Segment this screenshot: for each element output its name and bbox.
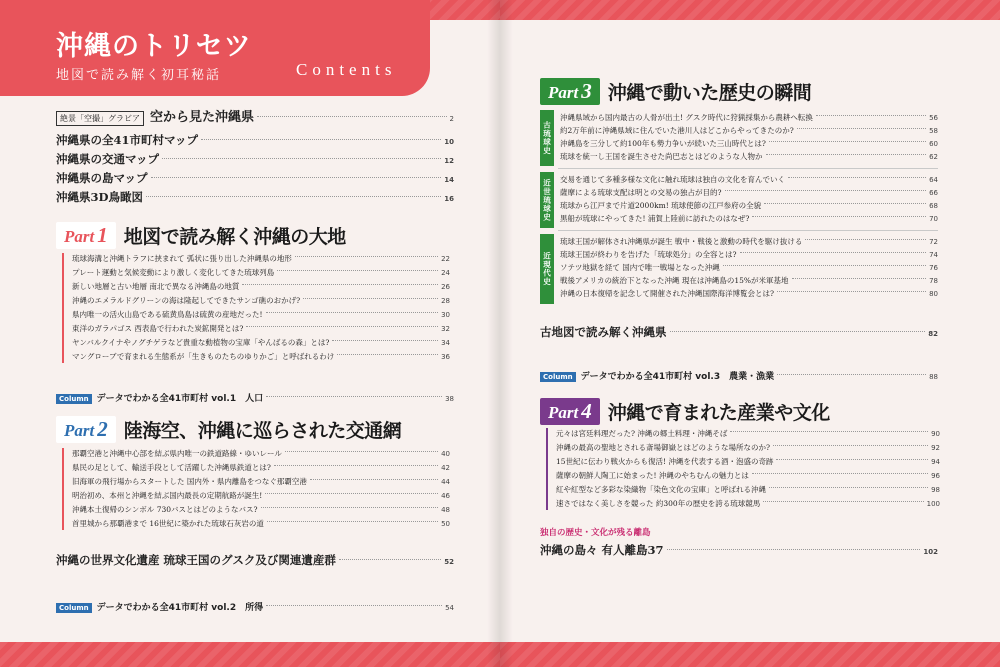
toc-item[interactable]: 琉球海溝と沖縄トラフに挟まれて 弧状に張り出した沖縄県の地形 22: [72, 254, 450, 263]
toc-item[interactable]: 明治初め、本州と沖縄を結ぶ国内最長の定期航路が誕生! 46: [72, 491, 450, 500]
right-page: [500, 0, 1000, 667]
islands-tag: 独自の歴史・文化が残る離島: [540, 528, 651, 538]
toc-item[interactable]: 沖縄県域から国内最古の人骨が出土! グスク時代に狩猟採集から農耕へ転換 56: [560, 113, 938, 122]
toc-item[interactable]: 琉球を統一し王国を誕生させた尚巴志とはどのような人物か 62: [560, 152, 938, 161]
toc-item[interactable]: 沖縄の最高の聖地とされる斎場御嶽とはどのような場所なのか? 92: [556, 443, 940, 452]
part2-badge: Part 2: [56, 416, 116, 443]
toc-item[interactable]: 交易を通じて多種多様な文化に触れ琉球は独自の文化を育んでいく 64: [560, 175, 938, 184]
book-title: 沖縄のトリセツ: [56, 31, 252, 62]
toc-item[interactable]: 県民の足として、輸送手段として活躍した沖縄県鉄道とは? 42: [72, 463, 450, 472]
toc-item[interactable]: 琉球王国が解体され沖縄県が誕生 戦中・戦後と激動の時代を駆け抜ける 72: [560, 237, 938, 246]
part4-badge: Part 4: [540, 398, 600, 425]
toc-item[interactable]: 沖縄のエメラルドグリーンの海は隆起してできたサンゴ礁のおかげ? 28: [72, 296, 450, 305]
part2-title: 陸海空、沖縄に巡らされた交通網: [123, 420, 402, 442]
toc-item[interactable]: 沖縄島を三分して約100年も勢力争いが続いた三山時代とは? 60: [560, 139, 938, 148]
toc-item[interactable]: ヤンバルクイナやノグチゲラなど貴重な動植物の宝庫「やんばるの森」とは? 34: [72, 338, 450, 347]
toc-column-2[interactable]: Column データでわかる全41市町村 vol.2 所得 54: [56, 595, 454, 614]
part1-title: 地図で読み解く沖縄の大地: [123, 226, 346, 248]
part3-title: 沖縄で動いた歴史の瞬間: [607, 82, 812, 104]
toc-heritage[interactable]: 沖縄の世界文化遺産 琉球王国のグスク及び関連遺産群 52: [56, 553, 454, 567]
toc-gravure[interactable]: [56, 106, 454, 126]
part4-list: [546, 428, 946, 510]
column-badge: Column: [540, 372, 576, 382]
toc-item[interactable]: マングローブで育まれる生態系が「生きものたちのゆりかご」と呼ばれるわけ 36: [72, 352, 450, 361]
top-band: [500, 0, 1000, 20]
toc-item[interactable]: 紅や紅型など多彩な染織物「染色文化の宝庫」と呼ばれる沖縄 98: [556, 485, 940, 494]
toc-item[interactable]: 東洋のガラパゴス 西表島で行われた炭鉱開発とは? 32: [72, 324, 450, 333]
book-subtitle: 地図で読み解く初耳秘話: [56, 68, 222, 83]
column-badge: Column: [56, 394, 92, 404]
divider: [558, 168, 938, 169]
toc-item[interactable]: 戦後アメリカの統治下となった沖縄 現在は沖縄島の15%が米軍基地 78: [560, 276, 938, 285]
toc-item[interactable]: 速さではなく美しさを競った 約300年の歴史を誇る琉球競馬 100: [556, 499, 940, 508]
gravure-title: 空から見た沖縄県: [150, 110, 255, 125]
divider: [558, 230, 938, 231]
toc-item[interactable]: 県内唯一の活火山島である硫黄鳥島は硫黄の産地だった! 30: [72, 310, 450, 319]
gravure-tag: 絶景「空撮」グラビア: [56, 111, 144, 126]
toc-item[interactable]: 琉球から江戸まで片道2000km! 琉球使節の江戸参府の全貌 68: [560, 201, 938, 210]
bottom-band: [0, 642, 500, 667]
toc-item[interactable]: 沖縄本土復帰のシンボル 730バスとはどのようなバス? 48: [72, 505, 450, 514]
toc-item[interactable]: 元々は宮廷料理だった? 沖縄の郷土料理・沖縄そば 90: [556, 429, 940, 438]
toc-item[interactable]: ソテツ地獄を経て 国内で唯一戦場となった沖縄 76: [560, 263, 938, 272]
toc-item[interactable]: 約2万年前に沖縄県域に住んでいた港川人はどこからやってきたのか? 58: [560, 126, 938, 135]
header-block: [0, 0, 430, 96]
toc-islands[interactable]: 沖縄の島々 有人離島37 102: [540, 543, 938, 557]
toc-item[interactable]: 沖縄県の交通マップ 12: [56, 152, 454, 166]
toc-item[interactable]: 黒船が琉球にやってきた! 浦賀上陸前に訪れたのはなぜ? 70: [560, 214, 938, 223]
bottom-band: [500, 642, 1000, 667]
toc-column-3[interactable]: Column データでわかる全41市町村 vol.3 農業・漁業 88: [540, 364, 938, 383]
toc-column-1[interactable]: Column データでわかる全41市町村 vol.1 人口 38: [56, 386, 454, 405]
part3-badge: Part 3: [540, 78, 600, 105]
toc-item[interactable]: 旧海軍の飛行場からスタートした 国内外・県内離島をつなぐ那覇空港 44: [72, 477, 450, 486]
part4-heading[interactable]: [540, 398, 830, 425]
contents-heading: Contents: [296, 60, 397, 79]
part1-heading[interactable]: [56, 222, 346, 249]
toc-item[interactable]: 薩摩の朝鮮人陶工に始まった! 沖縄のやちむんの魅力とは 96: [556, 471, 940, 480]
era-label: 近世琉球史: [540, 172, 554, 228]
toc-item[interactable]: 15世紀に伝わり戦火からも復活! 沖縄を代表する酒・泡盛の奇跡 94: [556, 457, 940, 466]
toc-item[interactable]: プレート運動と気候変動により激しく変化してきた琉球列島 24: [72, 268, 450, 277]
toc-item[interactable]: 新しい地層と古い地層 南北で異なる沖縄島の地質 26: [72, 282, 450, 291]
part1-badge: Part 1: [56, 222, 116, 249]
part4-title: 沖縄で育まれた産業や文化: [607, 402, 830, 424]
dot-leader: [257, 116, 447, 117]
part1-list: [62, 253, 456, 363]
part2-heading[interactable]: [56, 416, 401, 443]
toc-item[interactable]: 沖縄県の島マップ 14: [56, 171, 454, 185]
part2-list: [62, 448, 456, 530]
column-badge: Column: [56, 603, 92, 613]
era-label: 近現代史: [540, 234, 554, 304]
toc-item[interactable]: 琉球王国が終わりを告げた「琉球処分」の全容とは? 74: [560, 250, 938, 259]
toc-item[interactable]: 沖縄県3D鳥瞰図 16: [56, 190, 454, 204]
page-number: 2: [449, 115, 454, 123]
toc-old-map[interactable]: 古地図で読み解く沖縄県 82: [540, 325, 938, 339]
part3-heading[interactable]: [540, 78, 811, 105]
toc-item[interactable]: 沖縄の日本復帰を記念して開催された沖縄国際海洋博覧会とは? 80: [560, 289, 938, 298]
era-label: 古琉球史: [540, 110, 554, 166]
toc-item[interactable]: 薩摩による琉球支配は明との交易の独占が目的? 66: [560, 188, 938, 197]
toc-item[interactable]: 沖縄県の全41市町村マップ 10: [56, 133, 454, 147]
toc-item[interactable]: 那覇空港と沖縄中心部を結ぶ県内唯一の鉄道路線・ゆいレール 40: [72, 449, 450, 458]
toc-item[interactable]: 首里城から那覇港まで 16世紀に築かれた琉球石灰岩の道 50: [72, 519, 450, 528]
